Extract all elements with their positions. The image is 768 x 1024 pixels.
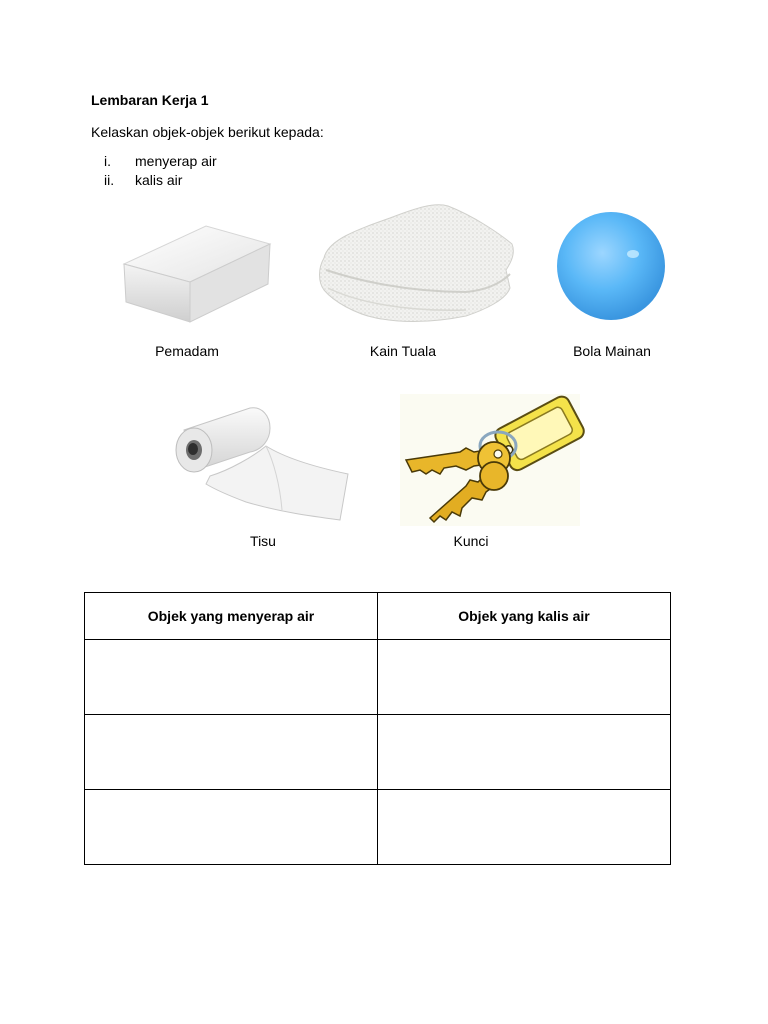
object-label-kunci: Kunci xyxy=(453,533,489,549)
worksheet-title: Lembaran Kerja 1 xyxy=(91,92,209,108)
column-header-waterproof: Objek yang kalis air xyxy=(378,593,671,640)
criteria-text-1: menyerap air xyxy=(135,153,217,169)
answer-cell-absorbent-2[interactable] xyxy=(85,715,378,790)
answer-cell-absorbent-1[interactable] xyxy=(85,640,378,715)
object-label-tisu: Tisu xyxy=(250,533,276,549)
classification-table xyxy=(84,592,671,865)
object-label-pemadam: Pemadam xyxy=(155,343,219,359)
table-row xyxy=(85,715,671,790)
keys-icon xyxy=(400,394,580,526)
criteria-number-2: ii. xyxy=(104,172,115,188)
column-header-absorbent: Objek yang menyerap air xyxy=(85,593,378,640)
answer-cell-waterproof-2[interactable] xyxy=(378,715,671,790)
eraser-icon xyxy=(118,222,274,326)
object-label-bola-mainan: Bola Mainan xyxy=(573,343,651,359)
ball-icon xyxy=(553,208,669,324)
answer-cell-absorbent-3[interactable] xyxy=(85,790,378,865)
answer-cell-waterproof-3[interactable] xyxy=(378,790,671,865)
table-header-row xyxy=(85,593,671,640)
object-label-kain-tuala: Kain Tuala xyxy=(369,343,437,359)
table-row xyxy=(85,640,671,715)
instruction-text: Kelaskan objek-objek berikut kepada: xyxy=(91,124,324,140)
tissue-roll-icon xyxy=(170,400,352,524)
table-row xyxy=(85,790,671,865)
criteria-text-2: kalis air xyxy=(135,172,183,188)
answer-cell-waterproof-1[interactable] xyxy=(378,640,671,715)
criteria-number-1: i. xyxy=(104,153,111,169)
towel-icon xyxy=(316,200,518,324)
